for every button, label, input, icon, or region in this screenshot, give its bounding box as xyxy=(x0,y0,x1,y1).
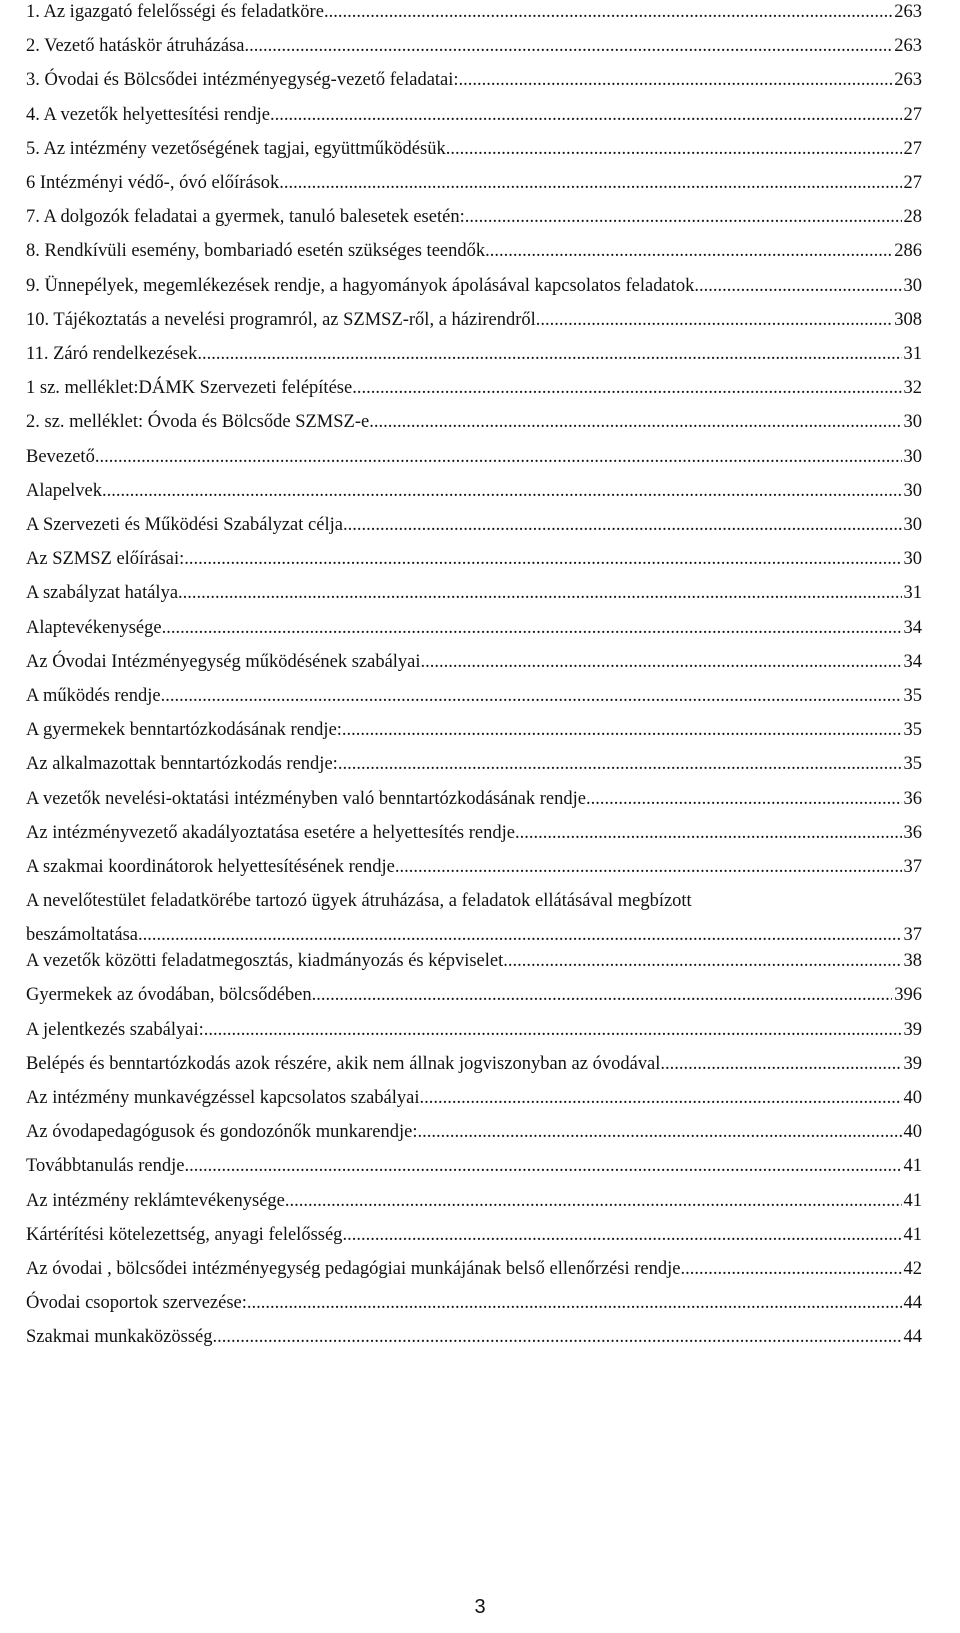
toc-dot-leader xyxy=(178,580,901,606)
toc-entry-page: 34 xyxy=(903,617,922,638)
toc-entry[interactable] xyxy=(26,341,922,375)
toc-entry-title: A szabályzat hatálya xyxy=(26,583,179,604)
toc-dot-leader xyxy=(312,982,893,1008)
toc-entry[interactable] xyxy=(26,33,922,67)
toc-dot-leader xyxy=(446,136,902,162)
toc-entry-title: A jelentkezés szabályai: xyxy=(26,1019,204,1040)
toc-dot-leader xyxy=(270,102,901,128)
toc-entry-page: 37 xyxy=(903,925,922,946)
toc-dot-leader xyxy=(342,717,902,743)
toc-entry[interactable] xyxy=(26,580,922,614)
toc-entry-page: 35 xyxy=(903,686,922,706)
toc-entry-page: 34 xyxy=(903,651,922,672)
toc-entry-title: 9. Ünnepélyek, megemlékezések rendje, a hagyományok ápolásával kapcsolatos feladatok xyxy=(26,275,695,296)
toc-entry[interactable] xyxy=(26,102,922,136)
toc-entry-page: 28 xyxy=(903,207,922,228)
toc-entry[interactable] xyxy=(26,1085,922,1119)
toc-entry[interactable] xyxy=(26,1256,922,1290)
toc-dot-leader xyxy=(162,615,902,641)
toc-entry[interactable] xyxy=(26,1153,922,1187)
toc-entry-page: 41 xyxy=(903,1224,922,1245)
toc-entry-title: 5. Az intézmény vezetőségének tagjai, együttműködésük xyxy=(26,138,446,159)
toc-entry-title: Továbbtanulás rendje xyxy=(26,1156,185,1177)
toc-entry[interactable] xyxy=(26,67,922,101)
toc-entry-page: 44 xyxy=(903,1327,922,1348)
toc-entry-title: Szakmai munkaközösség xyxy=(26,1327,213,1348)
toc-entry-page: 286 xyxy=(894,241,922,262)
toc-entry[interactable] xyxy=(26,273,922,307)
toc-dot-leader xyxy=(279,170,901,196)
toc-entry-title: 10. Tájékoztatás a nevelési programról, az SZMSZ-ről, a házirendről xyxy=(26,309,536,330)
toc-entry-page: 30 xyxy=(903,446,922,467)
toc-entry-title: A vezetők közötti feladatmegosztás, kiadmányozás és képviselet xyxy=(26,951,504,972)
toc-entry-title-continued: beszámoltatása xyxy=(26,925,138,946)
toc-entry[interactable] xyxy=(26,1119,922,1153)
toc-entry[interactable] xyxy=(26,204,922,238)
toc-dot-leader xyxy=(665,1051,901,1077)
toc-entry-page: 30 xyxy=(903,480,922,501)
toc-entry[interactable] xyxy=(26,982,922,1016)
toc-entry-title: 1 sz. melléklet:DÁMK Szervezeti felépítése xyxy=(26,378,353,399)
toc-entry-title: 7. A dolgozók feladatai a gyermek, tanuló balesetek esetén: xyxy=(26,207,465,228)
toc-dot-leader xyxy=(418,1119,902,1145)
toc-dot-leader xyxy=(694,273,901,299)
toc-entry-title: Az óvodapedagógusok és gondozónők munkarendje: xyxy=(26,1122,418,1143)
toc-dot-leader xyxy=(680,1256,901,1282)
toc-dot-leader xyxy=(197,341,901,367)
toc-dot-leader xyxy=(503,948,901,974)
toc-entry[interactable] xyxy=(26,0,922,33)
toc-entry-page: 36 xyxy=(903,822,922,843)
toc-entry[interactable] xyxy=(26,1222,922,1256)
toc-dot-leader xyxy=(247,1290,902,1316)
toc-dot-leader xyxy=(536,307,892,333)
toc-entry[interactable] xyxy=(26,512,922,546)
toc-entry[interactable] xyxy=(26,1324,922,1358)
toc-entry[interactable] xyxy=(26,649,922,683)
toc-entry-page: 41 xyxy=(903,1190,922,1211)
toc-entry-page: 27 xyxy=(903,104,922,125)
toc-dot-leader xyxy=(338,751,902,777)
toc-entry[interactable] xyxy=(26,1290,922,1324)
toc-entry-title: 2. Vezető hatáskör átruházása xyxy=(26,36,245,57)
toc-dot-leader xyxy=(95,444,902,470)
toc-entry-title: 8. Rendkívüli esemény, bombariadó esetén szükséges teendők xyxy=(26,241,486,262)
toc-entry-page: 32 xyxy=(903,378,922,399)
toc-entry[interactable] xyxy=(26,717,922,751)
toc-entry-page: 35 xyxy=(903,754,922,775)
toc-entry-title: Bevezető xyxy=(26,446,95,467)
toc-entry-page: 41 xyxy=(903,1156,922,1177)
toc-dot-leader xyxy=(421,649,902,675)
toc-entry-title: A működés rendje xyxy=(26,686,161,706)
toc-dot-leader xyxy=(184,546,901,572)
toc-entry-page: 30 xyxy=(903,275,922,296)
toc-dot-leader xyxy=(285,1188,902,1214)
toc-entry-title: A gyermekek benntartózkodásának rendje: xyxy=(26,720,342,741)
toc-entry[interactable] xyxy=(26,307,922,341)
toc-entry[interactable] xyxy=(26,444,922,478)
toc-entry-title: Az Óvodai Intézményegység működésének szabályai xyxy=(26,651,421,672)
toc-dot-leader xyxy=(586,786,902,812)
toc-dot-leader xyxy=(465,204,902,230)
toc-entry-title: 6 Intézményi védő-, óvó előírások xyxy=(26,173,280,193)
toc-dot-leader xyxy=(184,1153,901,1179)
toc-entry-title: Óvodai csoportok szervezése: xyxy=(26,1293,247,1314)
toc-entry-title: Alaptevékenysége xyxy=(26,617,162,638)
toc-dot-leader xyxy=(420,1085,902,1111)
toc-entry[interactable] xyxy=(26,1051,922,1085)
toc-entry[interactable] xyxy=(26,375,922,409)
toc-entry-title: A Szervezeti és Működési Szabályzat célja xyxy=(26,515,343,535)
toc-entry[interactable] xyxy=(26,478,922,512)
toc-entry-page: 263 xyxy=(894,70,922,91)
toc-entry-page: 31 xyxy=(903,583,922,604)
toc-entry-title: Az SZMSZ előírásai: xyxy=(26,549,185,570)
toc-entry-page: 44 xyxy=(903,1293,922,1314)
toc-entry[interactable] xyxy=(26,546,922,580)
toc-entry[interactable] xyxy=(26,170,922,204)
toc-entry[interactable] xyxy=(26,683,922,717)
toc-entry[interactable] xyxy=(26,136,922,170)
toc-entry-page: 38 xyxy=(903,951,922,972)
toc-entry-title: A vezetők nevelési-oktatási intézményben való benntartózkodásának rendje xyxy=(26,788,586,809)
toc-entry-page: 263 xyxy=(894,36,922,57)
toc-entry-title: 11. Záró rendelkezések xyxy=(26,344,198,364)
toc-entry-title: 1. Az igazgató felelősségi és feladatköre xyxy=(26,2,324,22)
toc-entry[interactable] xyxy=(26,888,922,948)
toc-entry-page: 39 xyxy=(903,1053,922,1074)
toc-entry-title: Az intézmény reklámtevékenysége xyxy=(26,1190,285,1211)
toc-entry[interactable] xyxy=(26,948,922,982)
toc-dot-leader xyxy=(352,375,901,401)
toc-dot-leader xyxy=(102,478,901,504)
toc-dot-leader xyxy=(342,1222,901,1248)
toc-entry-title: 2. sz. melléklet: Óvoda és Bölcsőde SZMSZ-e xyxy=(26,412,370,433)
toc-entry-title: Az óvodai , bölcsődei intézményegység pedagógiai munkájának belső ellenőrzési rendje xyxy=(26,1259,681,1279)
toc-entry[interactable] xyxy=(26,1188,922,1222)
toc-entry-page: 30 xyxy=(903,515,922,535)
toc-entry-page: 308 xyxy=(894,309,922,330)
toc-entry-page: 37 xyxy=(903,857,922,877)
toc-dot-leader xyxy=(244,33,892,59)
toc-entry-title: 3. Óvodai és Bölcsődei intézményegység-vezető feladatai: xyxy=(26,70,459,91)
toc-dot-leader xyxy=(204,1017,902,1043)
toc-entry-page: 263 xyxy=(894,2,922,22)
toc-entry[interactable] xyxy=(26,751,922,785)
toc-entry-page: 396 xyxy=(894,985,922,1006)
toc-entry[interactable] xyxy=(26,238,922,272)
toc-entry[interactable] xyxy=(26,820,922,854)
toc-dot-leader xyxy=(459,67,893,93)
toc-dot-leader xyxy=(395,854,902,880)
toc-entry-title: 4. A vezetők helyettesítési rendje xyxy=(26,104,271,125)
toc-entry-title: A szakmai koordinátorok helyettesítésének rendje xyxy=(26,857,395,877)
toc-entry-page: 40 xyxy=(903,1122,922,1143)
toc-entry-title: Belépés és benntartózkodás azok részére, akik nem állnak jogviszonyban az óvodával. xyxy=(26,1053,666,1074)
toc-dot-leader xyxy=(369,409,901,435)
toc-dot-leader xyxy=(485,238,892,264)
toc-entry[interactable] xyxy=(26,615,922,649)
toc-entry-title: Gyermekek az óvodában, bölcsődében xyxy=(26,985,312,1006)
toc-entry-page: 27 xyxy=(903,138,922,159)
toc-dot-leader xyxy=(138,922,902,948)
toc-dot-leader xyxy=(343,512,902,538)
toc-entry-page: 40 xyxy=(903,1088,922,1108)
toc-entry-page: 36 xyxy=(903,788,922,809)
toc-entry-title: Az intézmény munkavégzéssel kapcsolatos szabályai xyxy=(26,1088,420,1108)
page-number: 3 xyxy=(474,1596,486,1618)
toc-entry-title: Az intézményvezető akadályoztatása esetére a helyettesítés rendje xyxy=(26,822,515,843)
toc-entry-page: 42 xyxy=(903,1259,922,1279)
toc-entry-title: A nevelőtestület feladatkörébe tartozó ügyek átruházása, a feladatok ellátásával megbízott xyxy=(26,891,692,912)
toc-dot-leader xyxy=(213,1324,902,1350)
toc-entry-page: 35 xyxy=(903,720,922,741)
toc-dot-leader xyxy=(161,683,902,709)
toc-entry[interactable] xyxy=(26,854,922,888)
toc-entry[interactable] xyxy=(26,786,922,820)
toc-entry[interactable] xyxy=(26,409,922,443)
toc-entry-page: 31 xyxy=(903,344,922,364)
toc-entry-page: 30 xyxy=(903,549,922,570)
toc-entry-title: Kártérítési kötelezettség, anyagi felelősség xyxy=(26,1224,343,1245)
toc-entry-page: 27 xyxy=(903,173,922,193)
toc-entry-title: Az alkalmazottak benntartózkodás rendje: xyxy=(26,754,338,775)
toc-dot-leader xyxy=(515,820,902,846)
toc-entry-page: 39 xyxy=(903,1019,922,1040)
toc-entry-page: 30 xyxy=(903,412,922,433)
toc-entry-title: Alapelvek xyxy=(26,480,103,501)
toc-dot-leader xyxy=(324,0,892,25)
toc-entry[interactable] xyxy=(26,1017,922,1051)
